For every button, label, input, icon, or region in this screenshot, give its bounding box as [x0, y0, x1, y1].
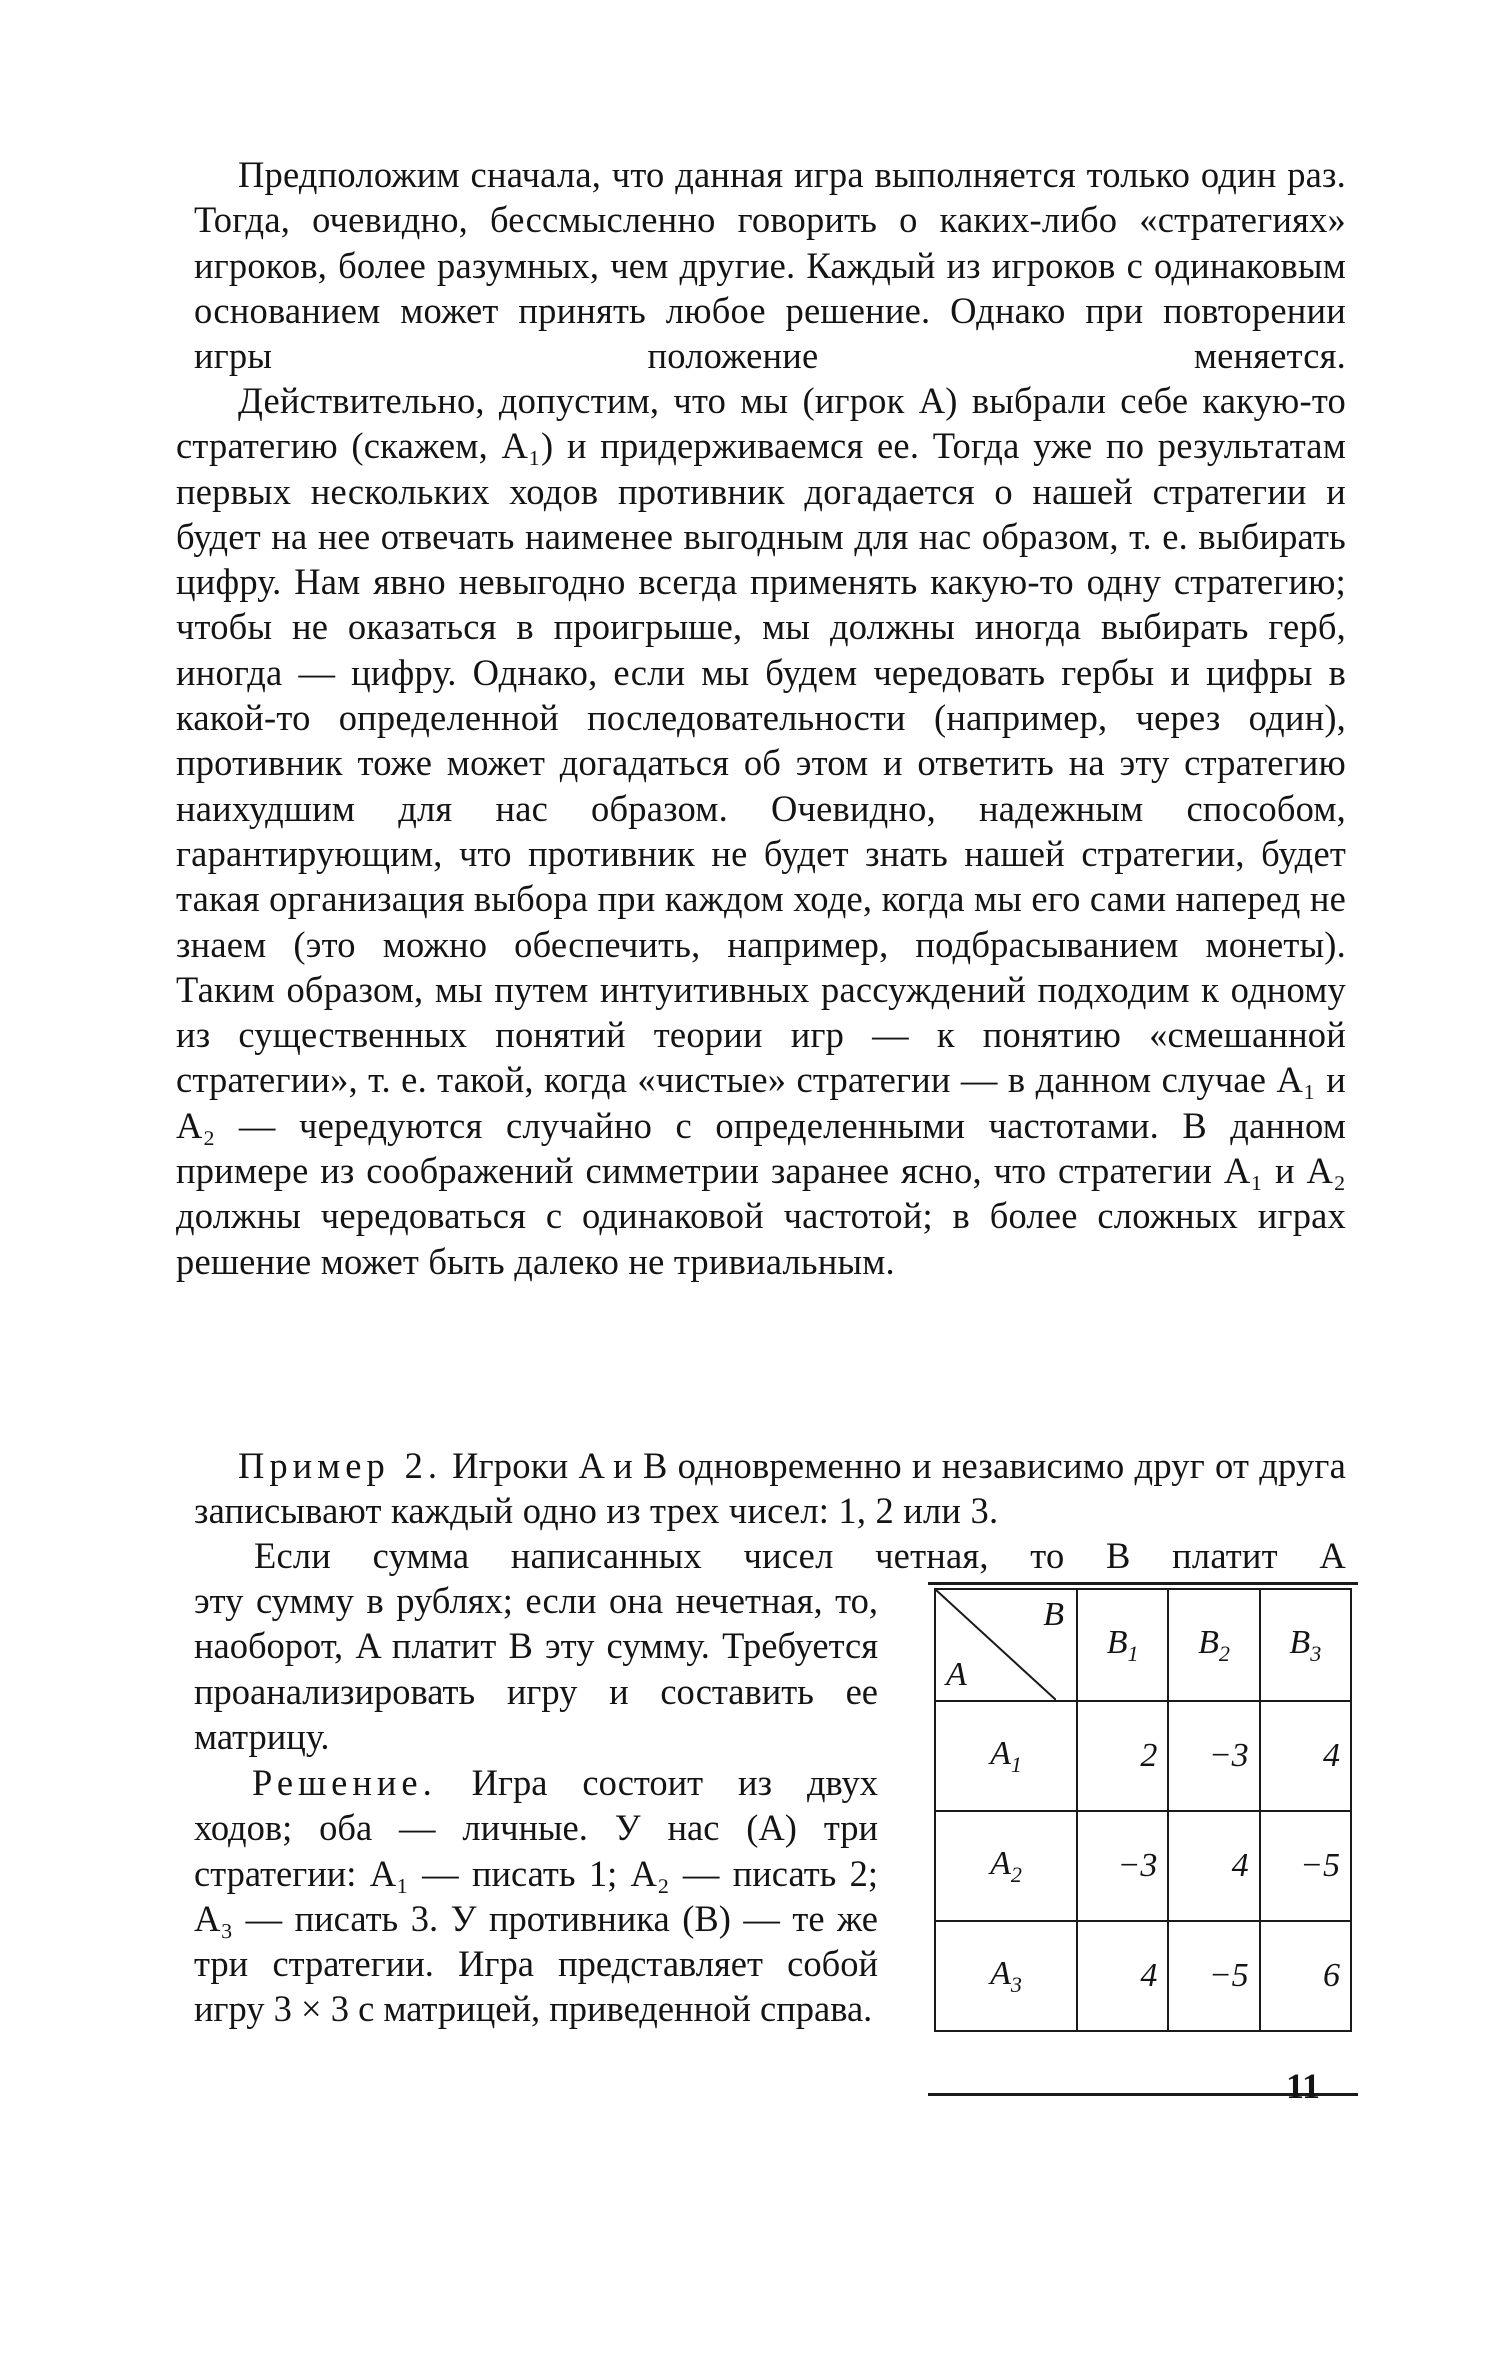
row-header: $A_3$ [935, 1921, 1077, 2031]
matrix-row [935, 1921, 1351, 2031]
col-header: $B_1$ [1077, 1589, 1168, 1701]
matrix-cell: 4 [1260, 1701, 1351, 1811]
matrix-corner [935, 1589, 1077, 1701]
corner-row-label: A [946, 1656, 967, 1693]
paragraph-intro [194, 152, 1346, 378]
paragraph-mixed-strategy [176, 378, 1346, 1284]
solution-text: Игра состоит из двух ходов; оба — личные. У нас (A) три стратегии: A₁ — писать 1; A₂ — писать 2; A₃ — писать 3. У противника (B) — те же три стратегии. Игра представляет собой игру 3 × 3 с матрицей, приведенной справа. [194, 1762, 878, 2030]
matrix-header-row [935, 1589, 1351, 1701]
matrix-cell: −5 [1168, 1921, 1259, 2031]
rule-rest [194, 1578, 878, 1759]
rule-rest-text: эту сумму в рублях; если она нечетная, то, наоборот, A платит B эту сумму. Требуется проанализировать игру и составить ее матрицу. [194, 1580, 878, 1757]
example-2 [194, 1443, 1346, 1534]
corner-col-label: B [1043, 1596, 1064, 1633]
matrix-cell: 4 [1168, 1811, 1259, 1921]
matrix-cell: −5 [1260, 1811, 1351, 1921]
rule-line [254, 1533, 1346, 1578]
col-header: $B_2$ [1168, 1589, 1259, 1701]
subscript: 1 [1010, 1751, 1022, 1777]
matrix-cell: −3 [1168, 1701, 1259, 1811]
subscript: 3 [1010, 1971, 1022, 1997]
subscript: 3 [1310, 1640, 1322, 1666]
solution-label: Решение. [252, 1762, 437, 1803]
subscript: 1 [1127, 1640, 1139, 1666]
example-text: Игроки A и B одновременно и независимо друг от друга записывают каждый одно из трех чисел: 1, 2 или 3. [194, 1445, 1346, 1532]
matrix-cell: −3 [1077, 1811, 1168, 1921]
paragraph-intro-text: Предположим сначала, что данная игра выполняется только один раз. Тогда, очевидно, бессмысленно говорить о каких-либо «стратегиях» игроков, более разумных, чем другие. Каждый из игроков с одинаковым основанием может принять любое решение. Однако при повторении игры положение меняется. [194, 154, 1346, 377]
matrix-cell: 4 [1077, 1921, 1168, 2031]
payoff-matrix [934, 1588, 1352, 2032]
matrix-cell: 2 [1077, 1701, 1168, 1811]
col-header: $B_3$ [1260, 1589, 1351, 1701]
rule-line-text: Если сумма написанных чисел четная, то B платит A [254, 1535, 1346, 1576]
matrix-row [935, 1701, 1351, 1811]
row-header: $A_2$ [935, 1811, 1077, 1921]
page-number: 11 [1286, 2066, 1321, 2106]
subscript: 2 [1218, 1640, 1230, 1666]
paragraph-mixed-strategy-text: Действительно, допустим, что мы (игрок A) выбрали себе какую-то стратегию (скажем, A₁) и придерживаемся ее. Тогда уже по результатам первых нескольких ходов противник догадается о нашей стратегии и будет на нее отвечать наименее выгодным для нас образом, т. е. выбирать цифру. Нам явно невыгодно всегда применять какую-то одну стратегию; чтобы не оказаться в проигрыше, мы должны иногда выбирать герб, иногда — цифру. Однако, если мы будем чередовать гербы и цифры в какой-то определенной последовательности (например, через один), противник тоже может догадаться об этом и ответить на эту стратегию наихудшим для нас образом. Очевидно, надежным способом, гарантирующим, что противник не будет знать нашей стратегии, будет такая организация выбора при каждом ходе, когда мы его сами наперед не знаем (это можно обеспечить, например, подбрасыванием монеты). Таким образом, мы путем интуитивных рассуждений подходим к одному из существенных понятий теории игр — к понятию «смешанной стратегии», т. е. такой, когда «чистые» стратегии — в данном случае A₁ и A₂ — чередуются случайно с определенными частотами. В данном примере из соображений симметрии заранее ясно, что стратегии A₁ и A₂ должны чередоваться с одинаковой частотой; в более сложных играх решение может быть далеко не тривиальным. [176, 380, 1346, 1282]
row-header: $A_1$ [935, 1701, 1077, 1811]
solution [194, 1760, 878, 2032]
matrix-row [935, 1811, 1351, 1921]
subscript: 2 [1010, 1861, 1022, 1887]
example-label: Пример 2. [238, 1445, 442, 1486]
matrix-cell: 6 [1260, 1921, 1351, 2031]
